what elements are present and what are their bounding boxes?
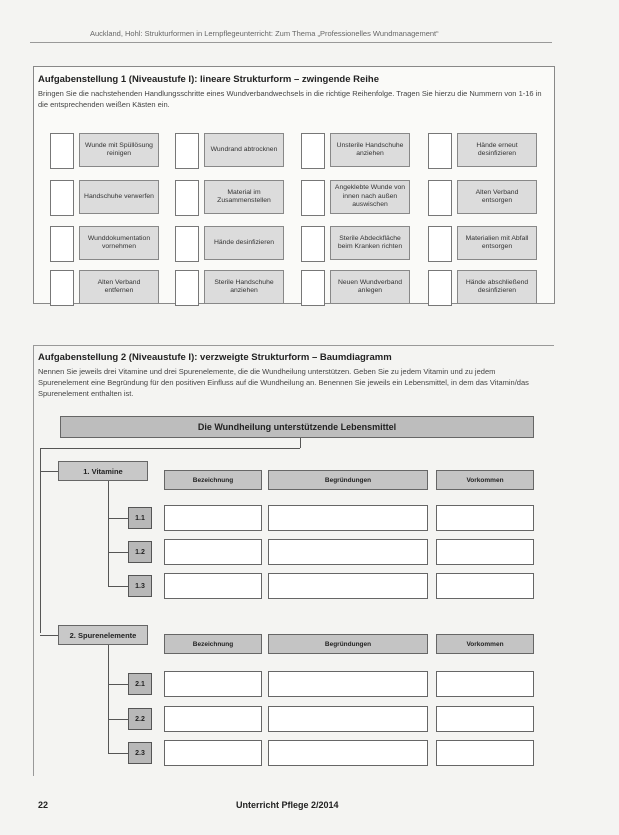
tree-connector bbox=[108, 552, 128, 553]
tree-root: Die Wundheilung unterstützende Lebensmittel bbox=[60, 416, 534, 438]
tree-trunk bbox=[40, 448, 41, 633]
tree-branch bbox=[40, 635, 58, 636]
step-number-box[interactable] bbox=[301, 133, 325, 169]
step-card: Hände abschließend desinfizieren bbox=[457, 270, 537, 304]
step-card: Neuen Wundverband anlegen bbox=[330, 270, 410, 304]
step-number-box[interactable] bbox=[428, 180, 452, 216]
item-number: 2.3 bbox=[128, 742, 152, 764]
step-card: Wunddokumentation vornehmen bbox=[79, 226, 159, 260]
item-number: 2.1 bbox=[128, 673, 152, 695]
journal-name: Unterricht Pflege 2/2014 bbox=[236, 800, 339, 810]
answer-field[interactable] bbox=[268, 740, 428, 766]
tree-connector bbox=[108, 518, 128, 519]
tree-branch bbox=[40, 471, 58, 472]
answer-field[interactable] bbox=[164, 505, 262, 531]
item-number: 1.2 bbox=[128, 541, 152, 563]
task1-intro: Bringen Sie die nachstehenden Handlungsschritte eines Wundverbandwechsels in die richtige Reihenfolge. Tragen Sie hierzu die Nummern von 1-16 in die entsprechenden weißen Kästen ein. bbox=[38, 89, 542, 109]
step-card: Sterile Handschuhe anziehen bbox=[204, 270, 284, 304]
step-number-box[interactable] bbox=[301, 226, 325, 262]
column-header: Bezeichnung bbox=[164, 634, 262, 654]
answer-field[interactable] bbox=[268, 505, 428, 531]
column-header: Bezeichnung bbox=[164, 470, 262, 490]
step-number-box[interactable] bbox=[175, 180, 199, 216]
tree-connector bbox=[108, 645, 109, 753]
step-card: Material im Zusammenstellen bbox=[204, 180, 284, 214]
tree-category: 2. Spurenelemente bbox=[58, 625, 148, 645]
answer-field[interactable] bbox=[436, 706, 534, 732]
tree-connector bbox=[108, 481, 109, 586]
step-number-box[interactable] bbox=[50, 180, 74, 216]
step-number-box[interactable] bbox=[175, 133, 199, 169]
step-card: Materialien mit Abfall entsorgen bbox=[457, 226, 537, 260]
answer-field[interactable] bbox=[164, 573, 262, 599]
running-header: Auckland, Hohl: Strukturformen in Lernpflegeunterricht: Zum Thema „Professionelles Wundmanagement“ bbox=[90, 29, 439, 38]
page-number: 22 bbox=[38, 800, 49, 810]
answer-field[interactable] bbox=[164, 706, 262, 732]
step-number-box[interactable] bbox=[175, 270, 199, 306]
step-card: Alten Verband entfernen bbox=[79, 270, 159, 304]
step-number-box[interactable] bbox=[301, 270, 325, 306]
tree-connector bbox=[108, 753, 128, 754]
answer-field[interactable] bbox=[268, 539, 428, 565]
column-header: Begründungen bbox=[268, 634, 428, 654]
item-number: 1.1 bbox=[128, 507, 152, 529]
step-number-box[interactable] bbox=[50, 226, 74, 262]
step-card: Alten Verband entsorgen bbox=[457, 180, 537, 214]
step-number-box[interactable] bbox=[301, 180, 325, 216]
step-number-box[interactable] bbox=[428, 270, 452, 306]
answer-field[interactable] bbox=[436, 671, 534, 697]
answer-field[interactable] bbox=[268, 706, 428, 732]
task2-title: Aufgabenstellung 2 (Niveaustufe I): verzweigte Strukturform – Baumdiagramm bbox=[38, 352, 392, 363]
task1-title: Aufgabenstellung 1 (Niveaustufe I): lineare Strukturform – zwingende Reihe bbox=[38, 74, 379, 85]
header-rule bbox=[30, 42, 552, 43]
step-card: Hände desinfizieren bbox=[204, 226, 284, 260]
step-card: Handschuhe verwerfen bbox=[79, 180, 159, 214]
step-card: Hände erneut desinfizieren bbox=[457, 133, 537, 167]
answer-field[interactable] bbox=[164, 740, 262, 766]
step-number-box[interactable] bbox=[50, 270, 74, 306]
answer-field[interactable] bbox=[436, 505, 534, 531]
column-header: Vorkommen bbox=[436, 470, 534, 490]
answer-field[interactable] bbox=[268, 573, 428, 599]
task2-intro: Nennen Sie jeweils drei Vitamine und drei Spurenelemente, die die Wundheilung unterstützen. Geben Sie zu jedem Vitamin und zu jedem Spurenelement eine Begründung für den positiven Einfluss auf die Wundheilung an. Benennen Sie jeweils ein Lebensmittel, in dem das Vitamin/das Spurenelement enthalten ist. bbox=[38, 367, 529, 398]
step-card: Sterile Abdeckfläche beim Kranken richten bbox=[330, 226, 410, 260]
item-number: 1.3 bbox=[128, 575, 152, 597]
answer-field[interactable] bbox=[164, 539, 262, 565]
answer-field[interactable] bbox=[436, 740, 534, 766]
step-number-box[interactable] bbox=[428, 226, 452, 262]
answer-field[interactable] bbox=[436, 573, 534, 599]
step-card: Unsterile Handschuhe anziehen bbox=[330, 133, 410, 167]
item-number: 2.2 bbox=[128, 708, 152, 730]
answer-field[interactable] bbox=[164, 671, 262, 697]
answer-field[interactable] bbox=[436, 539, 534, 565]
tree-branch bbox=[40, 448, 300, 449]
tree-connector bbox=[108, 684, 128, 685]
tree-category: 1. Vitamine bbox=[58, 461, 148, 481]
step-card: Wundrand abtrocknen bbox=[204, 133, 284, 167]
tree-connector bbox=[108, 719, 128, 720]
step-number-box[interactable] bbox=[50, 133, 74, 169]
tree-branch bbox=[300, 438, 301, 448]
step-number-box[interactable] bbox=[175, 226, 199, 262]
column-header: Begründungen bbox=[268, 470, 428, 490]
tree-connector bbox=[108, 586, 128, 587]
column-header: Vorkommen bbox=[436, 634, 534, 654]
step-card: Angeklebte Wunde von innen nach außen auswischen bbox=[330, 180, 410, 214]
step-number-box[interactable] bbox=[428, 133, 452, 169]
step-card: Wunde mit Spüllösung reinigen bbox=[79, 133, 159, 167]
answer-field[interactable] bbox=[268, 671, 428, 697]
